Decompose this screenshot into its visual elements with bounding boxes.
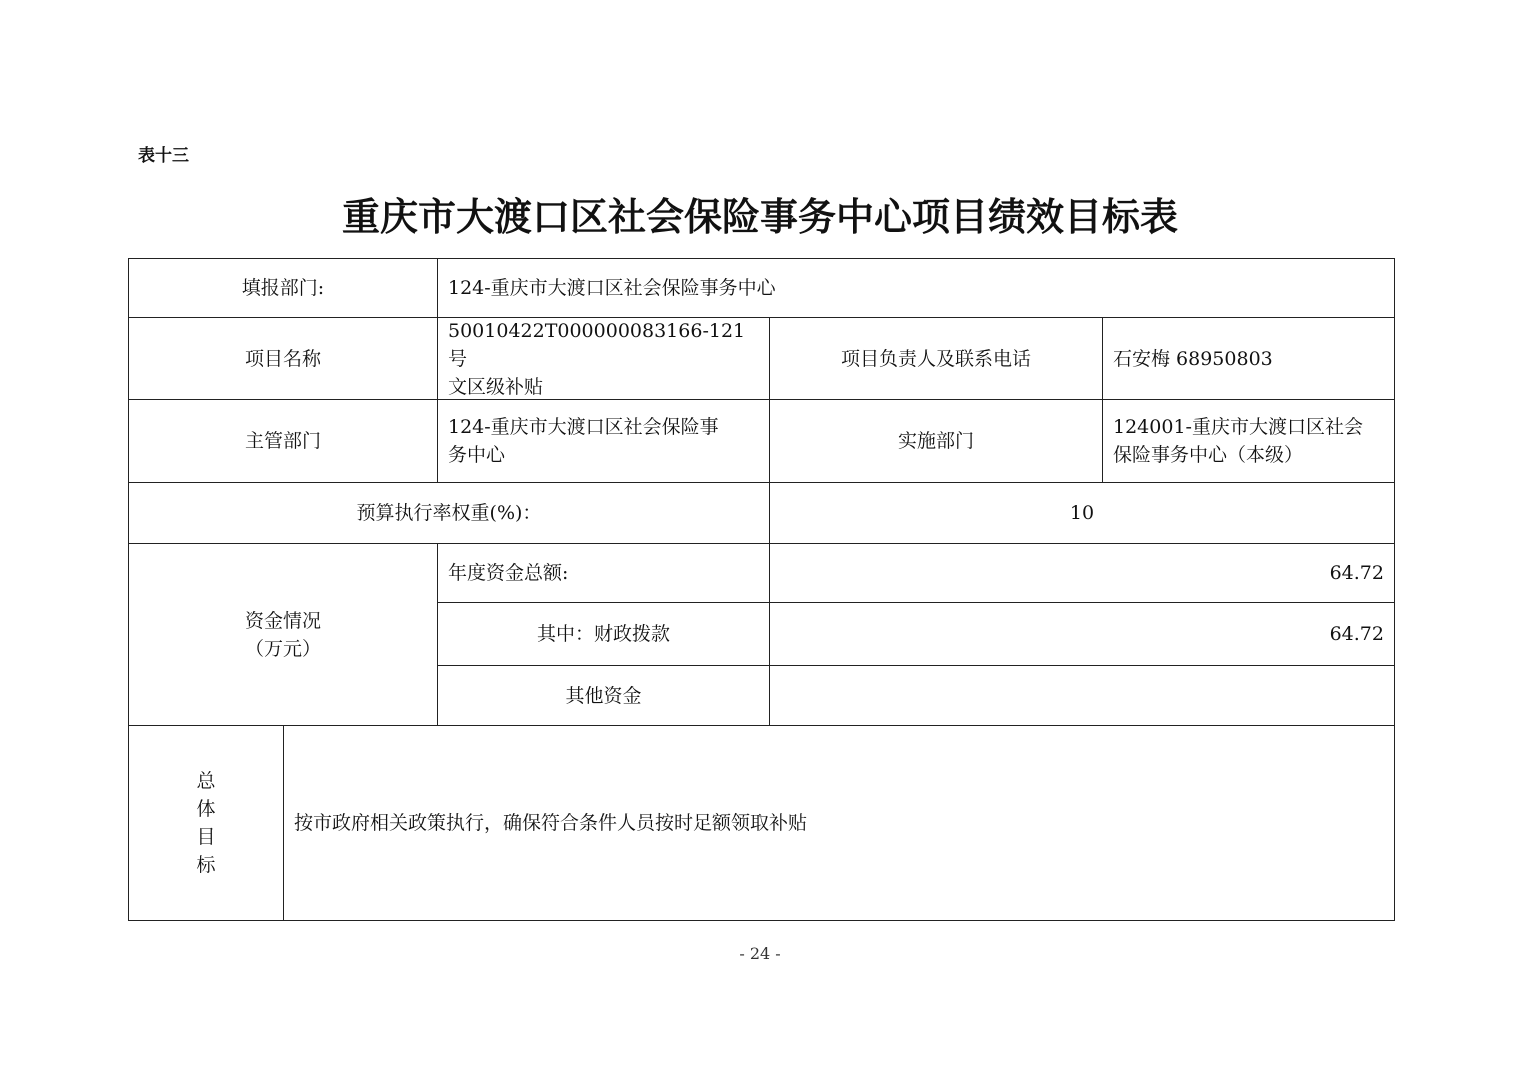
page-number: - 24 -	[739, 944, 781, 963]
impl-label: 实施部门	[769, 399, 1103, 483]
fund-label	[128, 543, 438, 726]
goal-label	[128, 725, 284, 921]
annual-total-value: 64.72	[769, 543, 1395, 603]
annual-total-label: 年度资金总额:	[437, 543, 770, 603]
goal-label-char: 标	[196, 854, 216, 876]
leader-label: 项目负责人及联系电话	[769, 317, 1103, 400]
fund-label-line1: 资金情况	[244, 609, 321, 632]
project-name-line2: 文区级补贴	[448, 375, 544, 398]
impl-line1: 124001-重庆市大渡口区社会	[1113, 416, 1363, 438]
other-label: 其他资金	[437, 665, 770, 726]
fill-dept-label: 填报部门:	[128, 258, 438, 318]
other-value	[769, 665, 1395, 726]
document-title: 重庆市大渡口区社会保险事务中心项目绩效目标表	[341, 194, 1178, 239]
budget-weight-value: 10	[769, 482, 1395, 544]
project-name-label: 项目名称	[128, 317, 438, 400]
budget-weight-label: 预算执行率权重(%)：	[128, 482, 770, 544]
supervisor-value	[437, 399, 770, 483]
supervisor-line2: 务中心	[448, 444, 506, 466]
goal-value: 按市政府相关政策执行，确保符合条件人员按时足额领取补贴	[283, 725, 1395, 921]
supervisor-line1: 124-重庆市大渡口区社会保险事	[448, 416, 719, 438]
supervisor-label: 主管部门	[128, 399, 438, 483]
goal-label-char: 目	[196, 826, 216, 848]
table-number: 表十三	[138, 146, 189, 166]
goal-label-char: 总	[196, 770, 216, 792]
goal-label-char: 体	[196, 798, 216, 820]
project-name-value	[437, 317, 770, 400]
performance-target-table	[128, 258, 1395, 921]
fiscal-label: 其中：财政拨款	[437, 602, 770, 666]
impl-value	[1102, 399, 1395, 483]
leader-value: 石安梅 68950803	[1102, 317, 1395, 400]
fiscal-value: 64.72	[769, 602, 1395, 666]
impl-line2: 保险事务中心（本级）	[1113, 444, 1304, 466]
fund-label-line2: （万元）	[244, 637, 321, 660]
fill-dept-value: 124-重庆市大渡口区社会保险事务中心	[437, 258, 1395, 318]
project-name-line1: 50010422T000000083166-121 号	[448, 319, 746, 370]
